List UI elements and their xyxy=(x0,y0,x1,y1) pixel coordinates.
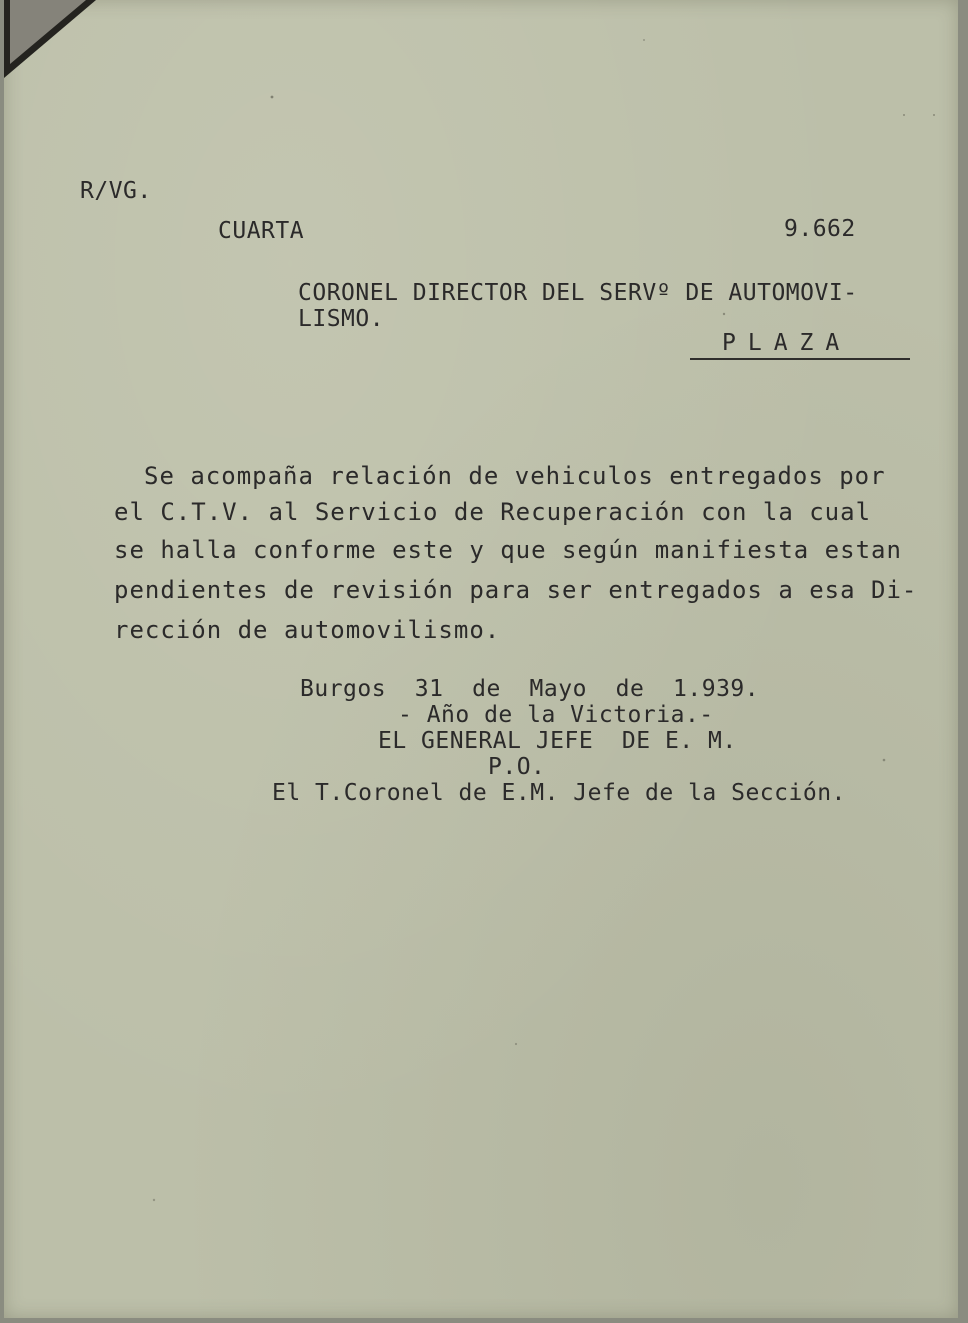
addressee-line-2: LISMO. xyxy=(298,306,385,332)
addressee-place: PLAZA xyxy=(722,330,852,356)
by-order: P.O. xyxy=(488,754,546,780)
document-page xyxy=(4,0,958,1318)
body-line-2: el C.T.V. al Servicio de Recuperación con la cual xyxy=(114,498,872,526)
place-date: Burgos 31 de Mayo de 1.939. xyxy=(300,676,760,702)
signatory: El T.Coronel de E.M. Jefe de la Sección. xyxy=(272,780,846,806)
body-line-1: Se acompaña relación de vehiculos entregados por xyxy=(144,462,886,490)
reference-code: R/VG. xyxy=(80,178,152,204)
year-motto: - Año de la Victoria.- xyxy=(398,702,714,728)
body-line-3: se halla conforme este y que según manifiesta estan xyxy=(114,536,902,564)
office-section: CUARTA xyxy=(218,218,305,244)
addressee-line-1: CORONEL DIRECTOR DEL SERVº DE AUTOMOVI- xyxy=(298,280,858,306)
body-line-5: rección de automovilismo. xyxy=(114,616,501,644)
signatory-title: EL GENERAL JEFE DE E. M. xyxy=(378,728,737,754)
place-underline xyxy=(690,358,910,360)
document-number: 9.662 xyxy=(784,216,856,242)
body-line-4: pendientes de revisión para ser entregados a esa Di- xyxy=(114,576,918,604)
